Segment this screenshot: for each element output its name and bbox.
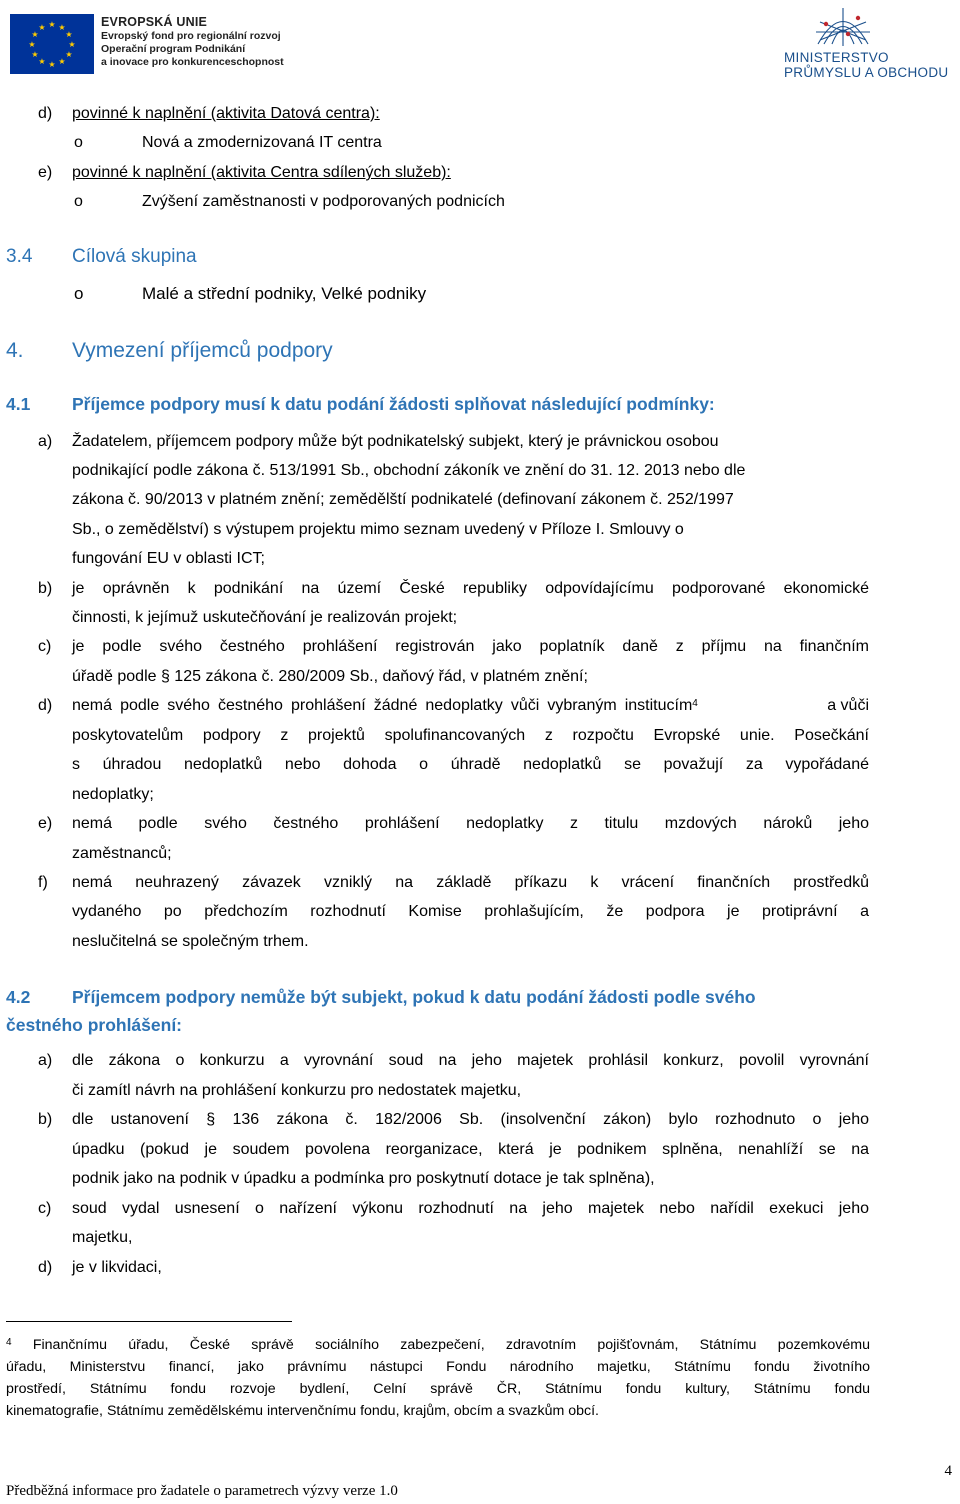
list-text: s úhradou nedoplatků nebo dohoda o úhradě nedoplatků se považují za vypořádané (72, 756, 869, 773)
svg-text:★: ★ (31, 30, 39, 39)
list-text: Sb., o zemědělství) s výstupem projektu mimo seznam uvedený v Příloze I. Smlouvy o (72, 521, 684, 538)
eu-logo-line: Evropský fond pro regionální rozvoj (101, 30, 281, 42)
footnote (6, 1334, 870, 1422)
list-text: soud vydal usnesení o nařízení výkonu rozhodnutí na jeho majetek nebo nařídil exekuci jeho (72, 1200, 869, 1217)
footnote-line: kinematografie, Státnímu zemědělskému intervenčnímu fondu, krajům, obcím a svazkům obcí. (6, 1403, 599, 1419)
mpo-logo (780, 4, 950, 80)
list-text: majetku, (72, 1229, 133, 1246)
list-label: a) (38, 433, 53, 450)
bullet: o (74, 134, 83, 151)
list-text: zaměstnanců; (72, 845, 172, 862)
section-number: 4.2 (6, 987, 31, 1007)
list-label: e) (38, 164, 53, 181)
list-label: d) (38, 697, 53, 714)
list-label: e) (38, 815, 53, 832)
svg-text:★: ★ (38, 23, 46, 32)
chapter-number: 4. (6, 339, 24, 362)
svg-text:★: ★ (65, 50, 73, 59)
svg-text:★: ★ (65, 30, 73, 39)
page-number: 4 (944, 1463, 952, 1479)
footnote-text: Finančnímu úřadu, České správě sociálního zabezpečení, zdravotním pojišťovnám, Státnímu pozemkovému (32, 1337, 870, 1353)
list-text: či zamítl návrh na prohlášení konkurzu pro nedostatek majetku, (72, 1082, 522, 1099)
eu-flag-icon (10, 14, 94, 74)
list-text: je podle svého čestného prohlášení registrován jako poplatník daně z příjmu na finančním (72, 638, 869, 655)
footnote-number: 4 (6, 1337, 12, 1348)
list-text: vydaného po předchozím rozhodnutí Komise prohlašujícím, že podpora je protiprávní a (72, 903, 869, 920)
section-number: 4.1 (6, 394, 31, 414)
list-text: Nová a zmodernizovaná IT centra (142, 134, 382, 151)
section-title: Cílová skupina (72, 246, 197, 267)
list-label: d) (38, 105, 53, 122)
footnote-ref[interactable]: 4 (692, 698, 698, 709)
mpo-globe-icon (808, 4, 878, 50)
eu-logo-line: a inovace pro konkurenceschopnost (101, 56, 284, 68)
list-label: a) (38, 1052, 53, 1069)
bullet: o (74, 193, 83, 210)
list-text: nemá neuhrazený závazek vzniklý na základě příkazu k vrácení finančních prostředků (72, 874, 869, 891)
mpo-logo-line2: PRŮMYSLU A OBCHODU (784, 65, 949, 80)
page-footer: Předběžná informace pro žadatele o parametrech výzvy verze 1.0 (6, 1483, 398, 1499)
list-text: nemá podle svého čestného prohlášení žádné nedoplatky vůči vybraným institucím (72, 697, 693, 714)
chapter-title: Vymezení příjemců podpory (72, 339, 333, 362)
footnote-line: prostředí, Státnímu fondu rozvoje bydlení, Celní správě ČR, Státnímu fondu kultury, Státnímu fondu (6, 1381, 870, 1397)
list-text: dle zákona o konkurzu a vyrovnání soud na jeho majetek prohlásil konkurz, povolil vyrovnání (72, 1052, 869, 1069)
footnote-separator (6, 1321, 292, 1322)
list-label: d) (38, 1259, 53, 1276)
mpo-logo-line1: MINISTERSTVO (784, 50, 889, 65)
list-text: a vůči (827, 697, 869, 714)
list-text: podnikající podle zákona č. 513/1991 Sb., obchodní zákoník ve znění do 31. 12. 2013 nebo dle (72, 462, 746, 479)
list-text: zákona č. 90/2013 v platném znění; zemědělští podnikatelé (definovaní zákonem č. 252/1997 (72, 491, 734, 508)
list-label: c) (38, 638, 52, 655)
svg-text:★: ★ (58, 57, 66, 66)
list-text: povinné k naplnění (aktivita Datová centra): (72, 105, 380, 122)
svg-text:★: ★ (38, 57, 46, 66)
footnote-line (6, 1334, 870, 1356)
list-text: nemá podle svého čestného prohlášení nedoplatky z titulu mzdových nároků jeho (72, 815, 869, 832)
list-label: c) (38, 1200, 52, 1217)
svg-text:★: ★ (48, 60, 56, 69)
list-label: b) (38, 580, 53, 597)
list-text: je v likvidaci, (72, 1259, 162, 1276)
list-text: podnik jako na podnik v úpadku a podmínka pro poskytnutí dotace je tak splněna), (72, 1170, 655, 1187)
list-text: činnosti, k jejímuž uskutečňování je realizován projekt; (72, 609, 458, 626)
svg-text:★: ★ (58, 23, 66, 32)
eu-logo-title: EVROPSKÁ UNIE (101, 15, 208, 29)
svg-text:★: ★ (28, 40, 36, 49)
list-label: f) (38, 874, 48, 891)
list-text: povinné k naplnění (aktivita Centra sdílených služeb): (72, 164, 451, 181)
section-title: Příjemce podpory musí k datu podání žádosti splňovat následující podmínky: (72, 394, 715, 414)
list-text: Žadatelem, příjemcem podpory může být podnikatelský subjekt, který je právnickou osobou (72, 433, 719, 450)
list-text: poskytovatelům podpory z projektů spolufinancovaných z rozpočtu Evropské unie. Posečkání (72, 727, 869, 744)
list-text: dle ustanovení § 136 zákona č. 182/2006 Sb. (insolvenční zákon) bylo rozhodnuto o jeho (72, 1111, 869, 1128)
list-text: fungování EU v oblasti ICT; (72, 550, 265, 567)
list-text-row (72, 696, 869, 716)
list-text: Zvýšení zaměstnanosti v podporovaných podnicích (142, 193, 505, 210)
list-text: neslučitelná se společným trhem. (72, 933, 309, 950)
list-text: je oprávněn k podnikání na území České republiky odpovídajícímu podporované ekonomické (72, 580, 869, 597)
list-text: nedoplatky; (72, 786, 154, 803)
footnote-line: úřadu, Ministerstvu financí, jako právnímu nástupci Fondu národního majetku, Státnímu fondu životního (6, 1359, 870, 1375)
section-title: Příjemcem podpory nemůže být subjekt, pokud k datu podání žádosti podle svého (72, 987, 756, 1007)
eu-logo (10, 14, 284, 74)
svg-text:★: ★ (48, 20, 56, 29)
svg-text:★: ★ (68, 40, 76, 49)
section-title: čestného prohlášení: (6, 1015, 183, 1035)
list-label: b) (38, 1111, 53, 1128)
bullet: o (74, 284, 84, 303)
svg-text:★: ★ (31, 50, 39, 59)
section-number: 3.4 (6, 246, 33, 267)
list-text: Malé a střední podniky, Velké podniky (142, 284, 427, 303)
list-text: úřadě podle § 125 zákona č. 280/2009 Sb., daňový řád, v platném znění; (72, 668, 588, 685)
list-text: úpadku (pokud je soudem povolena reorganizace, která je podnikem splněna, nenahlíží se na (72, 1141, 869, 1158)
eu-logo-line: Operační program Podnikání (101, 43, 246, 55)
